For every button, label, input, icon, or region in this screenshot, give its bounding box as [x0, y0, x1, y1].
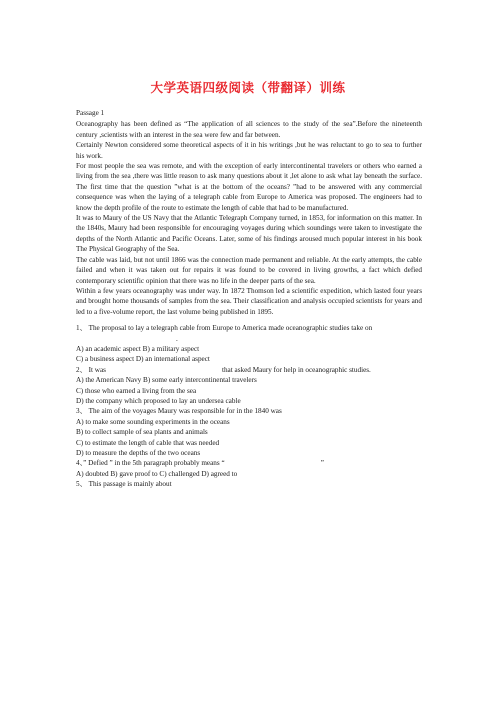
document-body — [76, 108, 422, 490]
question-stem — [76, 406, 422, 416]
question-stem-start: 2、 It was — [76, 365, 106, 374]
question-option: C) a business aspect D) an international aspect — [76, 355, 210, 364]
question-stem — [76, 365, 422, 375]
question-stem-end: . — [176, 334, 178, 343]
paragraph-6: Within a few years oceanography was under way. In 1872 Thomson led a scientific expedition, which lasted four years and brought home thousands of samples from the sea. Their classification and analysis occupied scientists for years and led to a five-volume report, the last volume being published in 1895. — [76, 286, 422, 316]
question-1 — [76, 323, 422, 365]
question-stem-start: 1、 The proposal to lay a telegraph cable from Europe to America made oceanographic studies take on — [76, 324, 373, 333]
question-option: C) to estimate the length of cable that was needed — [76, 438, 220, 447]
question-stem — [76, 458, 422, 468]
paragraph-2: Certainly Newton considered some theoretical aspects of it in his writings ,but he was reluctant to go to sea to further his work. — [76, 141, 422, 160]
question-stem-end: that asked Maury for help in oceanographic studies. — [221, 365, 371, 374]
question-option: D) to measure the depths of the two oceans — [76, 449, 201, 457]
question-option: A) the American Navy B) some early intercontinental travelers — [76, 376, 257, 385]
question-stem-start: 3、 The aim of the voyages Maury was responsible for in the 1840 was — [76, 407, 282, 416]
question-3 — [76, 406, 422, 458]
question-stem — [76, 479, 422, 489]
question-option: A) an academic aspect B) a military aspect — [76, 344, 200, 353]
question-stem-start: 4、” Defied ” in the 5th paragraph probably means “ — [76, 459, 225, 468]
paragraph-3: For most people the sea was remote, and with the exception of early intercontinental travelers or others who earned a living from the sea ,there was little reason to ask many questions about it ,let alone to ask what lay beneath the surface. The first time that the question ”what is at the bottom of the oceans? ”had to be answered with any commercial consequence was when the laying of a telegraph cable from Europe to America was proposed. The engineers had to know the depth profile of the route to estimate the length of cable that had to be manufactured. — [76, 162, 422, 212]
question-option: C) those who earned a living from the sea — [76, 386, 197, 395]
question-option: A) to make some sounding experiments in the oceans — [76, 417, 230, 426]
passage-label: Passage 1 — [76, 109, 105, 117]
paragraph-5: The cable was laid, but not until 1866 was the connection made permanent and reliable. At the early attempts, the cable failed and when it was taken out for repairs it was found to be covered in living growths, a fact which defied contemporary scientific opinion that there was no life in the deeper parts of the sea. — [76, 255, 422, 285]
question-option: D) the company which proposed to lay an undersea cable — [76, 396, 241, 405]
document-title: 大学英语四级阅读（带翻译）训练 — [150, 80, 346, 95]
question-stem-start: 5、 This passage is mainly about — [76, 480, 172, 489]
paragraph-1: Oceanography has been defined as “The application of all sciences to the study of the sea”.Before the nineteenth century ,scientists with an interest in the sea were few and far between. — [76, 120, 422, 139]
question-5 — [76, 479, 422, 489]
question-stem — [76, 323, 422, 344]
question-stem-end: ” — [320, 459, 324, 468]
question-4 — [76, 458, 422, 479]
question-option: B) to collect sample of sea plants and animals — [76, 428, 208, 437]
question-2 — [76, 365, 422, 407]
question-option: A) doubted B) gave proof to C) challenged D) agreed to — [76, 469, 238, 478]
paragraph-4: It was to Maury of the US Navy that the Atlantic Telegraph Company turned, in 1853, for information on this matter. In the 1840s, Maury had been responsible for encouraging voyages during which soundings were taken to investigate the depths of the North Atlantic and Pacific Oceans. Later, some of his findings aroused much popular interest in his book The Physical Geography of the Sea. — [76, 214, 422, 254]
